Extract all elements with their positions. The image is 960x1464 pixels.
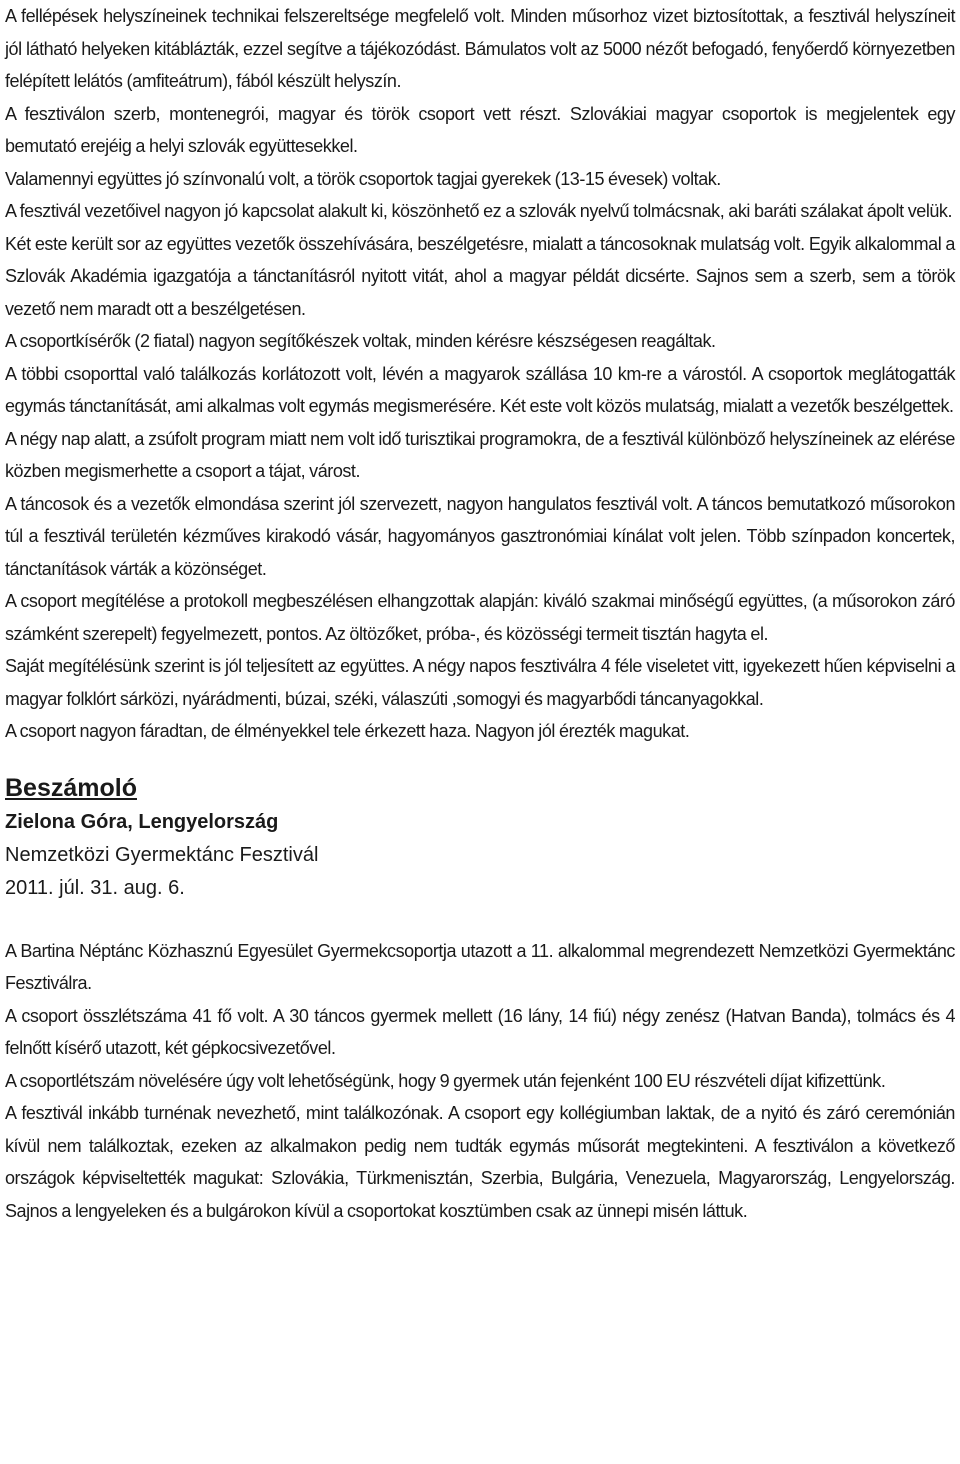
report-location: Zielona Góra, Lengyelország <box>5 810 279 833</box>
report-event: Nemzetközi Gyermektánc Fesztivál <box>5 843 319 866</box>
report-heading: Beszámoló <box>5 773 137 802</box>
paragraph: A fellépések helyszíneinek technikai felszereltsége megfelelő volt. Minden műsorhoz vizet biztosítottak, a fesztivál helyszíneit jól látható helyeken kitáblázták, ezzel segítve a tájékozódást. Bámulatos volt az 5000 nézőt befogadó, fenyőerdő környezetben felépített lelátós (amfiteátrum), fából készült helyszín. <box>5 6 955 91</box>
paragraph: A csoportlétszám növelésére úgy volt lehetőségünk, hogy 9 gyermek után fejenként 100 EU részvételi díjat kifizettünk. <box>5 1070 886 1091</box>
paragraph: A táncosok és a vezetők elmondása szerint jól szervezett, nagyon hangulatos fesztivál volt. A táncos bemutatkozó műsorokon túl a fesztivál területén kézműves kirakodó vásár, hagyományos gasztronómiai kínálat volt jelen. Több színpadon koncertek, tánctanítások várták a közönséget. <box>5 493 955 579</box>
paragraph: A csoport megítélése a protokoll megbeszélésen elhangzottak alapján: kiváló szakmai minőségű együttes, (a műsorokon záró számként szerepelt) fegyelmezett, pontos. Az öltözőket, próba-, és közösségi termeit tisztán hagyta el. <box>5 591 955 644</box>
paragraph: A fesztivál inkább turnénak nevezhető, mint találkozónak. A csoport egy kollégiumban laktak, de a nyitó és záró ceremónián kívül nem találkoztak, ezeken az alkalmakon pedig nem tudták egymás műsorát megtekinteni. A fesztiválon a következő országok képviseltették magukat: Szlovákia, Türkmenisztán, Szerbia, Bulgária, Venezuela, Magyarország, Lengyelország. Sajnos a lengyeleken és a bulgárokon kívül a csoportokat kosztümben csak az ünnepi misén láttuk. <box>5 1103 955 1221</box>
paragraph: Két este került sor az együttes vezetők összehívására, beszélgetésre, mialatt a táncosoknak mulatság volt. Egyik alkalommal a Szlovák Akadémia igazgatója a tánctanításról nyitott vitát, ahol a magyar példát dicsérte. Sajnos sem a szerb, sem a török vezető nem maradt ott a beszélgetésen. <box>5 233 955 319</box>
paragraph: A csoport összlétszáma 41 fő volt. A 30 táncos gyermek mellett (16 lány, 14 fiú) négy zenész (Hatvan Banda), tolmács és 4 felnőtt kísérő utazott, két gépkocsivezetővel. <box>5 1005 955 1058</box>
paragraph: A Bartina Néptánc Közhasznú Egyesület Gyermekcsoportja utazott a 11. alkalommal megrendezett Nemzetközi Gyermektánc Fesztiválra. <box>5 940 955 993</box>
paragraph: A fesztiválon szerb, montenegrói, magyar és török csoport vett részt. Szlovákiai magyar csoportok is megjelentek egy bemutató erejéig a helyi szlovák együttesekkel. <box>5 103 955 156</box>
paragraph: A fesztivál vezetőivel nagyon jó kapcsolat alakult ki, köszönhető ez a szlovák nyelvű tolmácsnak, aki baráti szálakat ápolt velük. <box>5 201 953 221</box>
paragraph: A négy nap alatt, a zsúfolt program miatt nem volt idő turisztikai programokra, de a fesztivál különböző helyszíneinek az elérése közben megismerhette a csoport a tájat, várost. <box>5 428 955 481</box>
document-page <box>5 0 955 1227</box>
paragraph: A többi csoporttal való találkozás korlátozott volt, lévén a magyarok szállása 10 km-re a várostól. A csoportok meglátogatták egymás tánctanítását, ami alkalmas volt egymás megismerésére. Két este volt közös mulatság, mialatt a vezetők beszélgettek. <box>5 363 955 416</box>
report-dates: 2011. júl. 31. aug. 6. <box>5 876 185 899</box>
paragraph: Saját megítélésünk szerint is jól teljesített az együttes. A négy napos fesztiválra 4 féle viseletet vitt, igyekezett hűen képviselni a magyar folklórt sárközi, nyárádmenti, búzai, széki, válaszúti ,somogyi és magyarbődi táncanyagokkal. <box>5 656 955 709</box>
paragraph: Valamennyi együttes jó színvonalú volt, a török csoportok tagjai gyerekek (13-15 évesek) voltak. <box>5 168 721 189</box>
paragraph: A csoport nagyon fáradtan, de élményekkel tele érkezett haza. Nagyon jól érezték magukat. <box>5 721 690 741</box>
spacer <box>5 905 955 935</box>
paragraph: A csoportkísérők (2 fiatal) nagyon segítőkészek voltak, minden kérésre készségesen reagáltak. <box>5 331 716 351</box>
